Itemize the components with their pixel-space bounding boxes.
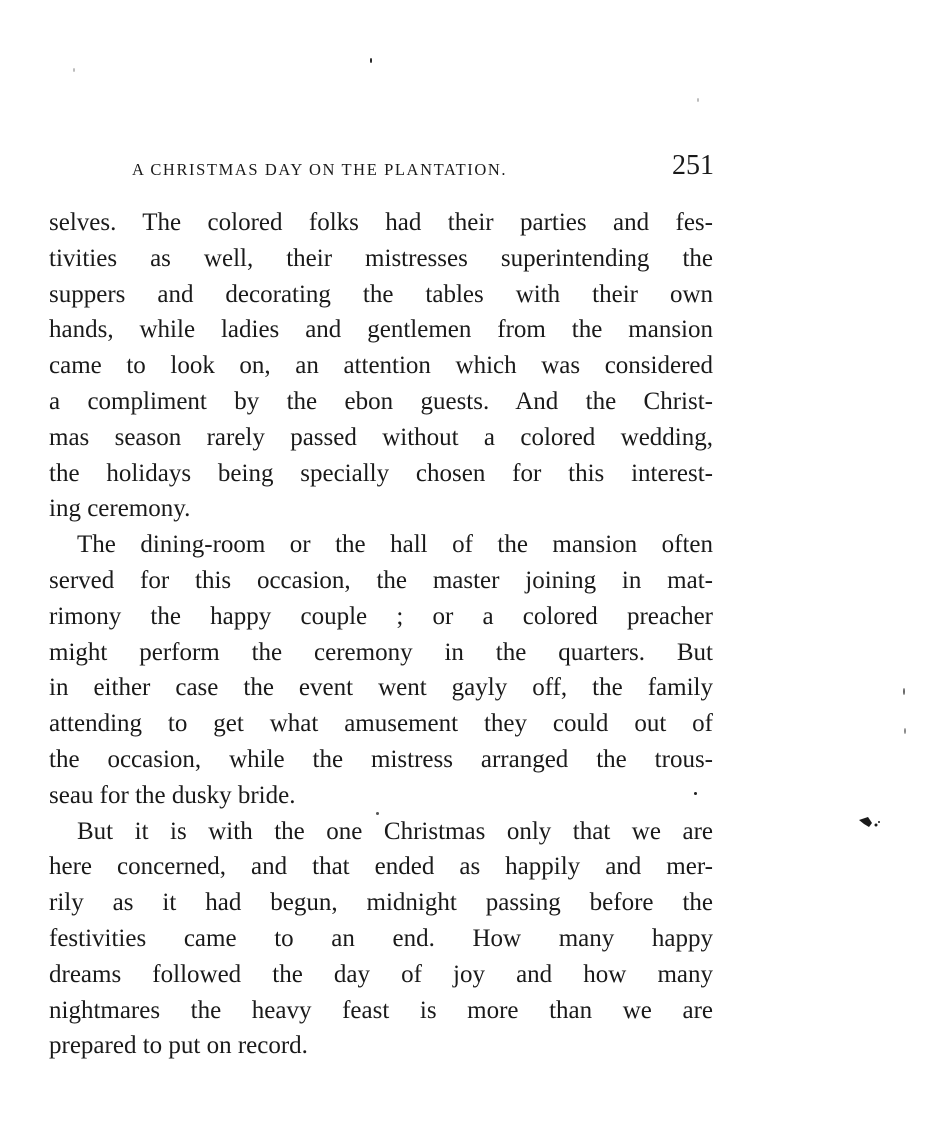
text-line: But it is with the one Christmas only that we are — [77, 817, 713, 845]
scan-speck — [903, 688, 905, 695]
text-line: selves. The colored folks had their parties and fes- — [49, 209, 713, 236]
running-title: A CHRISTMAS DAY ON THE PLANTATION. — [132, 160, 508, 179]
scan-speck — [376, 812, 379, 815]
text-line: came to look on, an attention which was considered — [49, 352, 713, 380]
text-line: dreams followed the day of joy and how many — [49, 960, 713, 988]
text-line: here concerned, and that ended as happily and mer- — [49, 853, 713, 881]
text-line: might perform the ceremony in the quarters. But — [49, 638, 713, 666]
scan-speck — [697, 98, 699, 102]
text-line: festivities came to an end. How many happy — [49, 924, 713, 952]
text-line: nightmares the heavy feast is more than we are — [49, 996, 713, 1024]
scan-speck — [370, 58, 372, 63]
text-line: served for this occasion, the master joining in mat- — [49, 566, 713, 594]
text-line: tivities as well, their mistresses superintending the — [49, 244, 713, 272]
running-head — [132, 150, 714, 186]
text-line: mas season rarely passed without a colored wedding, — [49, 423, 713, 451]
scan-speck — [694, 792, 697, 795]
text-line: rimony the happy couple ; or a colored preacher — [49, 602, 713, 630]
text-line: seau for the dusky bride. — [49, 781, 296, 809]
ink-blot — [858, 815, 882, 829]
text-line: rily as it had begun, midnight passing before the — [49, 889, 713, 917]
text-line: the holidays being specially chosen for this interest- — [49, 459, 713, 487]
text-line: hands, while ladies and gentlemen from the mansion — [49, 316, 713, 344]
text-line: suppers and decorating the tables with their own — [49, 280, 713, 308]
text-line: a compliment by the ebon guests. And the Christ- — [49, 387, 713, 415]
text-line: The dining-room or the hall of the mansion often — [77, 531, 713, 559]
text-line: prepared to put on record. — [49, 1032, 308, 1060]
page-number: 251 — [672, 150, 714, 181]
text-line: attending to get what amusement they could out of — [49, 710, 713, 738]
scan-speck — [904, 728, 906, 734]
text-line: the occasion, while the mistress arranged the trous- — [49, 745, 713, 773]
scan-speck — [73, 68, 75, 72]
body-text — [49, 205, 713, 1064]
text-line: ing ceremony. — [49, 495, 191, 523]
text-line: in either case the event went gayly off, the family — [49, 674, 713, 702]
